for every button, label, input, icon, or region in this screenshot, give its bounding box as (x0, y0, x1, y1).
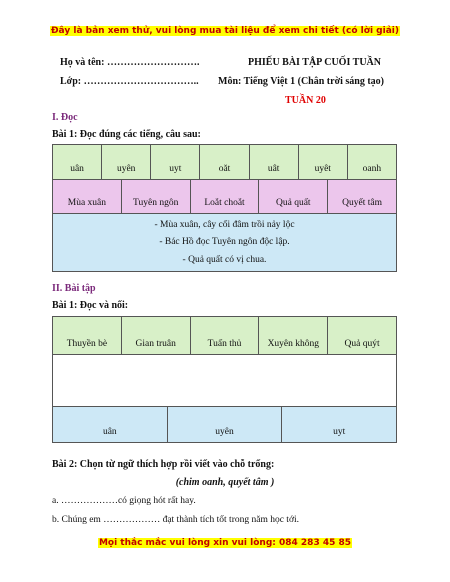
match-word-cell: Gian truân (121, 317, 190, 354)
syllable-cell: uân (70, 164, 84, 174)
match-sound-cell: uân (102, 427, 117, 437)
fill-line-a: a. ………………có giọng hót rất hay. (52, 496, 196, 506)
syllable-cell: uât (249, 145, 298, 179)
match-sound-cell: uyt (281, 407, 396, 442)
syllable-cell: uyêt (298, 145, 347, 179)
syllable-cell: uyên (101, 145, 150, 179)
exercise-1-title: Bài 1: Đọc đúng các tiếng, câu sau: (52, 129, 201, 140)
exercise-match-title: Bài 1: Đọc và nối: (52, 300, 129, 311)
match-word-cell: Thuyền bè (66, 339, 108, 349)
match-sounds-row (53, 406, 396, 442)
word-cell: Quyết tâm (327, 180, 396, 213)
subject-line: Môn: Tiếng Việt 1 (Chân trời sáng tạo) (218, 76, 385, 87)
matching-table (52, 316, 397, 443)
word-hint: (chim oanh, quyết tâm ) (175, 477, 275, 488)
preview-banner: Đây là bản xem thử, vui lòng mua tài liệu để xem chi tiết (có lời giải) (51, 26, 399, 36)
reading-table (52, 144, 397, 272)
contact-banner: Mọi thắc mắc vui lòng xin vui lòng: 084 283 45 85 (98, 538, 352, 548)
week-label: TUẦN 20 (285, 95, 326, 106)
word-cell: Mùa xuân (67, 198, 107, 208)
word-row (53, 179, 396, 213)
word-cell: Loắt choắt (190, 180, 259, 213)
name-field: Họ và tên: ………………………. (60, 57, 200, 68)
match-words-row (53, 317, 396, 354)
syllable-cell: oanh (347, 145, 396, 179)
syllable-cell: uyt (150, 145, 199, 179)
match-word-cell: Quả quýt (327, 317, 396, 354)
worksheet-title: PHIẾU BÀI TẬP CUỐI TUẦN (248, 57, 381, 68)
exercise-fill-title: Bài 2: Chọn từ ngữ thích hợp rồi viết vào chỗ trống: (52, 459, 275, 470)
fill-line-b: b. Chúng em ……………… đạt thành tích tốt trong năm học tới. (52, 515, 299, 525)
section-exercises-heading: II. Bài tập (52, 283, 96, 294)
match-sound-cell: uyên (167, 407, 282, 442)
sentence-line: - Bác Hồ đọc Tuyên ngôn độc lập. (159, 237, 290, 248)
sentence-row (53, 213, 396, 271)
sentence-line: - Mùa xuân, cây cối đâm trồi nảy lộc (154, 219, 295, 230)
syllable-row (53, 145, 396, 179)
word-cell: Quả quất (258, 180, 327, 213)
word-cell: Tuyên ngôn (121, 180, 190, 213)
match-connect-area[interactable] (53, 354, 396, 406)
section-reading-heading: I. Đọc (52, 112, 78, 123)
match-word-cell: Xuyên không (258, 317, 327, 354)
syllable-cell: oăt (199, 145, 248, 179)
sentence-line: - Quả quất có vị chua. (182, 255, 267, 266)
class-field: Lớp: …………………………….. (60, 76, 199, 87)
match-word-cell: Tuấn thủ (190, 317, 259, 354)
